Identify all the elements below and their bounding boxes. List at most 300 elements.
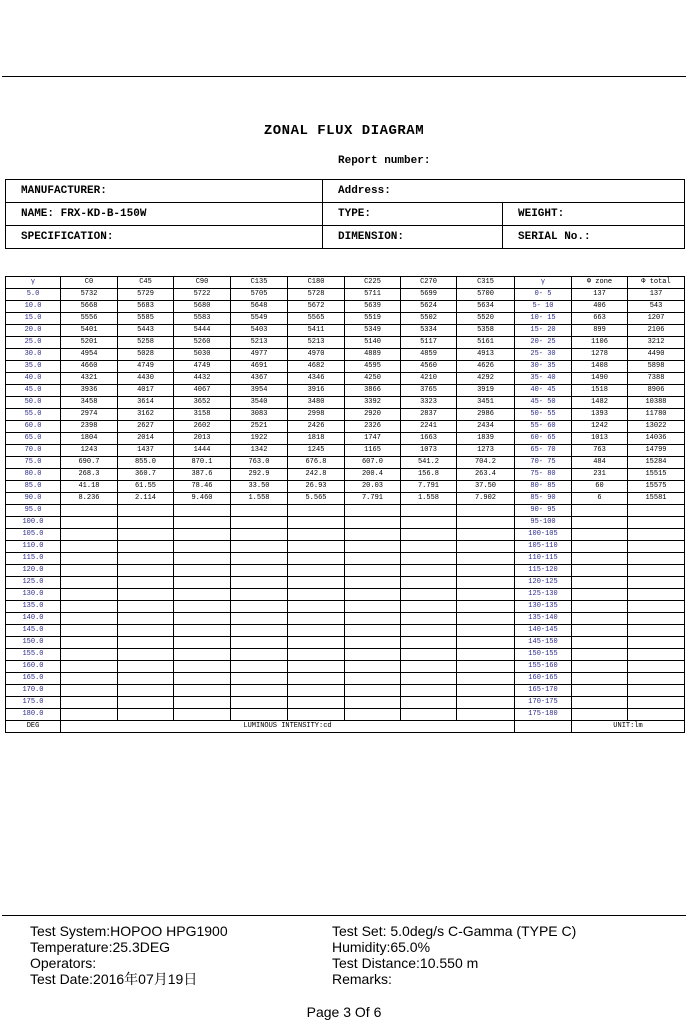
zone-flux: 1106 <box>572 337 628 349</box>
intensity-value: 5028 <box>118 349 174 361</box>
intensity-value: 7.902 <box>457 493 515 505</box>
gamma-angle: 70.0 <box>6 445 61 457</box>
test-set: Test Set: 5.0deg/s C-Gamma (TYPE C) <box>332 923 577 939</box>
intensity-value: 2.114 <box>118 493 174 505</box>
intensity-value: 2014 <box>118 433 174 445</box>
intensity-value: 5668 <box>61 301 118 313</box>
info-row <box>6 180 685 203</box>
c-plane-header: C270 <box>401 277 457 289</box>
intensity-value: 3936 <box>61 385 118 397</box>
zone-flux <box>572 697 628 709</box>
intensity-value: 870.1 <box>174 457 231 469</box>
range-unit-spacer <box>515 721 572 733</box>
intensity-value <box>61 673 118 685</box>
test-distance: Test Distance:10.550 m <box>332 955 479 971</box>
intensity-value <box>457 517 515 529</box>
intensity-value <box>61 565 118 577</box>
flux-unit: UNIT:lm <box>572 721 685 733</box>
intensity-value: 4367 <box>231 373 288 385</box>
zone-range: 120-125 <box>515 577 572 589</box>
intensity-value: 1663 <box>401 433 457 445</box>
total-flux <box>628 565 685 577</box>
zone-flux: 1482 <box>572 397 628 409</box>
zone-flux <box>572 565 628 577</box>
intensity-value <box>174 613 231 625</box>
table-row <box>6 565 685 577</box>
total-flux <box>628 505 685 517</box>
intensity-value: 5213 <box>231 337 288 349</box>
intensity-value: 61.55 <box>118 481 174 493</box>
zone-flux <box>572 589 628 601</box>
intensity-value <box>401 553 457 565</box>
gamma-angle: 90.0 <box>6 493 61 505</box>
table-row <box>6 421 685 433</box>
intensity-value: 5549 <box>231 313 288 325</box>
total-flux <box>628 685 685 697</box>
table-row <box>6 493 685 505</box>
intensity-value: 5502 <box>401 313 457 325</box>
intensity-value: 1.558 <box>401 493 457 505</box>
intensity-value: 387.6 <box>174 469 231 481</box>
total-flux <box>628 613 685 625</box>
table-row <box>6 625 685 637</box>
intensity-value: 5140 <box>345 337 401 349</box>
zone-range: 90- 95 <box>515 505 572 517</box>
intensity-value: 4691 <box>231 361 288 373</box>
zone-flux: 484 <box>572 457 628 469</box>
intensity-value: 1747 <box>345 433 401 445</box>
intensity-value <box>288 625 345 637</box>
intensity-value <box>345 601 401 613</box>
intensity-value <box>231 649 288 661</box>
intensity-value <box>457 553 515 565</box>
intensity-value: 41.18 <box>61 481 118 493</box>
c-plane-header: C0 <box>61 277 118 289</box>
intensity-value <box>174 553 231 565</box>
intensity-value <box>401 685 457 697</box>
intensity-value <box>118 541 174 553</box>
intensity-value <box>401 517 457 529</box>
zone-range: 115-120 <box>515 565 572 577</box>
gamma-angle: 115.0 <box>6 553 61 565</box>
zone-range: 45- 50 <box>515 397 572 409</box>
zone-range: 140-145 <box>515 625 572 637</box>
intensity-value: 4067 <box>174 385 231 397</box>
gamma-angle: 60.0 <box>6 421 61 433</box>
intensity-value: 3323 <box>401 397 457 409</box>
intensity-value <box>231 601 288 613</box>
zone-range: 15- 20 <box>515 325 572 337</box>
zone-flux: 763 <box>572 445 628 457</box>
intensity-value <box>118 565 174 577</box>
zone-flux <box>572 517 628 529</box>
gamma-angle: 100.0 <box>6 517 61 529</box>
table-row <box>6 313 685 325</box>
zone-flux: 60 <box>572 481 628 493</box>
intensity-value <box>401 541 457 553</box>
intensity-value: 4321 <box>61 373 118 385</box>
intensity-value: 5.565 <box>288 493 345 505</box>
intensity-value <box>401 709 457 721</box>
zone-range: 50- 55 <box>515 409 572 421</box>
zone-flux <box>572 685 628 697</box>
intensity-value <box>174 649 231 661</box>
intensity-value: 20.03 <box>345 481 401 493</box>
intensity-value: 5729 <box>118 289 174 301</box>
intensity-value <box>457 505 515 517</box>
intensity-value <box>345 589 401 601</box>
table-row <box>6 289 685 301</box>
intensity-value <box>61 517 118 529</box>
table-row <box>6 325 685 337</box>
gamma-angle: 165.0 <box>6 673 61 685</box>
table-row <box>6 361 685 373</box>
gamma-angle: 50.0 <box>6 397 61 409</box>
address-field: Address: <box>323 180 685 203</box>
test-date: Test Date:2016年07月19日 <box>30 971 198 987</box>
intensity-value: 1.558 <box>231 493 288 505</box>
total-flux-header: Φ total <box>628 277 685 289</box>
intensity-value <box>118 613 174 625</box>
gamma-angle: 110.0 <box>6 541 61 553</box>
intensity-value <box>288 505 345 517</box>
intensity-value: 3652 <box>174 397 231 409</box>
gamma-angle: 5.0 <box>6 289 61 301</box>
intensity-value: 4560 <box>401 361 457 373</box>
intensity-value: 5358 <box>457 325 515 337</box>
intensity-value <box>457 601 515 613</box>
intensity-value: 3866 <box>345 385 401 397</box>
zone-flux <box>572 577 628 589</box>
zone-flux: 6 <box>572 493 628 505</box>
intensity-value <box>401 505 457 517</box>
table-row <box>6 553 685 565</box>
gamma-angle: 25.0 <box>6 337 61 349</box>
zone-flux <box>572 541 628 553</box>
zone-flux <box>572 625 628 637</box>
table-row <box>6 433 685 445</box>
total-flux: 11780 <box>628 409 685 421</box>
table-row <box>6 685 685 697</box>
intensity-value: 78.46 <box>174 481 231 493</box>
intensity-value: 2602 <box>174 421 231 433</box>
intensity-value: 4749 <box>174 361 231 373</box>
intensity-value <box>118 577 174 589</box>
gamma-angle: 10.0 <box>6 301 61 313</box>
specification-field: SPECIFICATION: <box>6 226 323 249</box>
intensity-value: 3765 <box>401 385 457 397</box>
zone-flux: 1242 <box>572 421 628 433</box>
c-plane-header: C45 <box>118 277 174 289</box>
table-row <box>6 637 685 649</box>
zone-flux: 1490 <box>572 373 628 385</box>
intensity-value <box>345 505 401 517</box>
total-flux <box>628 553 685 565</box>
intensity-value <box>174 673 231 685</box>
table-row <box>6 397 685 409</box>
intensity-value: 3540 <box>231 397 288 409</box>
intensity-value: 5201 <box>61 337 118 349</box>
intensity-value: 1245 <box>288 445 345 457</box>
zone-range: 110-115 <box>515 553 572 565</box>
gamma-angle: 105.0 <box>6 529 61 541</box>
intensity-value <box>174 577 231 589</box>
intensity-value: 4292 <box>457 373 515 385</box>
intensity-value: 5443 <box>118 325 174 337</box>
intensity-value: 5411 <box>288 325 345 337</box>
intensity-value: 7.791 <box>401 481 457 493</box>
operators: Operators: <box>30 955 97 971</box>
intensity-value: 2241 <box>401 421 457 433</box>
intensity-value: 5624 <box>401 301 457 313</box>
intensity-value: 2013 <box>174 433 231 445</box>
intensity-value: 2326 <box>345 421 401 433</box>
intensity-unit: LUMINOUS INTENSITY:cd <box>61 721 515 733</box>
total-flux <box>628 625 685 637</box>
intensity-value <box>288 637 345 649</box>
intensity-value <box>288 589 345 601</box>
intensity-value: 5117 <box>401 337 457 349</box>
intensity-value: 9.460 <box>174 493 231 505</box>
intensity-value: 5030 <box>174 349 231 361</box>
intensity-value: 4250 <box>345 373 401 385</box>
gamma-header: γ <box>6 277 61 289</box>
intensity-value <box>231 709 288 721</box>
intensity-value: 5722 <box>174 289 231 301</box>
intensity-value: 676.8 <box>288 457 345 469</box>
zone-flux: 406 <box>572 301 628 313</box>
intensity-value <box>345 661 401 673</box>
table-row <box>6 373 685 385</box>
intensity-value: 2986 <box>457 409 515 421</box>
intensity-value <box>61 589 118 601</box>
humidity: Humidity:65.0% <box>332 939 431 955</box>
intensity-value <box>288 709 345 721</box>
intensity-value: 4660 <box>61 361 118 373</box>
page-number: Page 3 Of 6 <box>306 1004 382 1020</box>
intensity-value: 3916 <box>288 385 345 397</box>
intensity-value: 5672 <box>288 301 345 313</box>
intensity-value <box>61 541 118 553</box>
intensity-value: 5258 <box>118 337 174 349</box>
table-row <box>6 481 685 493</box>
table-row <box>6 409 685 421</box>
zone-range: 75- 80 <box>515 469 572 481</box>
table-row <box>6 541 685 553</box>
intensity-value <box>457 661 515 673</box>
intensity-value <box>61 625 118 637</box>
intensity-value <box>61 601 118 613</box>
intensity-value: 1273 <box>457 445 515 457</box>
intensity-value <box>401 589 457 601</box>
zone-range: 85- 90 <box>515 493 572 505</box>
total-flux <box>628 709 685 721</box>
intensity-value <box>118 697 174 709</box>
zone-range: 35- 40 <box>515 373 572 385</box>
table-row <box>6 589 685 601</box>
zone-range: 30- 35 <box>515 361 572 373</box>
intensity-value: 4432 <box>174 373 231 385</box>
intensity-value <box>174 661 231 673</box>
intensity-value <box>345 697 401 709</box>
table-row <box>6 505 685 517</box>
intensity-value <box>61 661 118 673</box>
test-system: Test System:HOPOO HPG1900 <box>30 923 228 939</box>
intensity-value <box>457 649 515 661</box>
gamma-angle: 125.0 <box>6 577 61 589</box>
intensity-value <box>288 541 345 553</box>
intensity-value <box>118 505 174 517</box>
zone-range: 105-110 <box>515 541 572 553</box>
intensity-value <box>288 601 345 613</box>
table-row <box>6 601 685 613</box>
intensity-value <box>61 613 118 625</box>
gamma-angle: 95.0 <box>6 505 61 517</box>
intensity-value <box>174 589 231 601</box>
total-flux <box>628 673 685 685</box>
gamma-angle: 130.0 <box>6 589 61 601</box>
zone-flux: 1393 <box>572 409 628 421</box>
header-row <box>6 277 685 289</box>
zone-flux <box>572 529 628 541</box>
zone-range: 170-175 <box>515 697 572 709</box>
intensity-value <box>118 673 174 685</box>
intensity-value: 3392 <box>345 397 401 409</box>
info-table <box>5 179 685 249</box>
intensity-value <box>345 685 401 697</box>
footer-right <box>332 923 576 987</box>
intensity-value <box>457 697 515 709</box>
zone-range: 60- 65 <box>515 433 572 445</box>
intensity-value: 3458 <box>61 397 118 409</box>
intensity-value <box>231 661 288 673</box>
table-row <box>6 673 685 685</box>
intensity-value <box>288 529 345 541</box>
intensity-value <box>231 517 288 529</box>
gamma-angle: 150.0 <box>6 637 61 649</box>
zone-flux: 137 <box>572 289 628 301</box>
intensity-value <box>345 553 401 565</box>
intensity-value <box>457 541 515 553</box>
intensity-value: 2426 <box>288 421 345 433</box>
intensity-value <box>401 601 457 613</box>
gamma-angle: 40.0 <box>6 373 61 385</box>
serial-field: SERIAL No.: <box>503 226 685 249</box>
intensity-value: 5260 <box>174 337 231 349</box>
intensity-value: 5648 <box>231 301 288 313</box>
intensity-value: 4970 <box>288 349 345 361</box>
intensity-value <box>174 529 231 541</box>
intensity-value <box>345 673 401 685</box>
intensity-value <box>457 625 515 637</box>
intensity-value: 156.8 <box>401 469 457 481</box>
total-flux <box>628 649 685 661</box>
zone-range: 55- 60 <box>515 421 572 433</box>
intensity-value <box>61 553 118 565</box>
zone-flux <box>572 505 628 517</box>
zone-flux <box>572 553 628 565</box>
footer-left <box>30 923 228 987</box>
intensity-value <box>118 553 174 565</box>
info-row <box>6 203 685 226</box>
intensity-value: 4977 <box>231 349 288 361</box>
intensity-value: 2998 <box>288 409 345 421</box>
intensity-value: 4859 <box>401 349 457 361</box>
intensity-value <box>401 673 457 685</box>
intensity-value: 2521 <box>231 421 288 433</box>
intensity-value: 5565 <box>288 313 345 325</box>
intensity-value <box>345 517 401 529</box>
intensity-value <box>174 709 231 721</box>
total-flux: 3212 <box>628 337 685 349</box>
zone-range: 150-155 <box>515 649 572 661</box>
intensity-value: 200.4 <box>345 469 401 481</box>
c-plane-header: C90 <box>174 277 231 289</box>
intensity-value <box>401 625 457 637</box>
intensity-value: 4682 <box>288 361 345 373</box>
total-flux: 7388 <box>628 373 685 385</box>
intensity-value: 33.50 <box>231 481 288 493</box>
intensity-value: 1243 <box>61 445 118 457</box>
intensity-value: 4430 <box>118 373 174 385</box>
intensity-value <box>401 661 457 673</box>
gamma-angle: 120.0 <box>6 565 61 577</box>
intensity-value <box>345 541 401 553</box>
total-flux: 14036 <box>628 433 685 445</box>
intensity-value <box>61 649 118 661</box>
table-footer-row <box>6 721 685 733</box>
gamma-angle: 135.0 <box>6 601 61 613</box>
gamma-angle: 45.0 <box>6 385 61 397</box>
intensity-value <box>457 637 515 649</box>
total-flux <box>628 541 685 553</box>
intensity-value: 5699 <box>401 289 457 301</box>
zone-range: 80- 85 <box>515 481 572 493</box>
intensity-value: 541.2 <box>401 457 457 469</box>
intensity-value: 855.0 <box>118 457 174 469</box>
gamma-angle: 145.0 <box>6 625 61 637</box>
intensity-value: 3480 <box>288 397 345 409</box>
zone-range: 95-100 <box>515 517 572 529</box>
intensity-value <box>118 601 174 613</box>
intensity-value: 4595 <box>345 361 401 373</box>
intensity-value <box>231 625 288 637</box>
intensity-value: 3083 <box>231 409 288 421</box>
intensity-value: 1073 <box>401 445 457 457</box>
table-row <box>6 613 685 625</box>
intensity-value <box>231 529 288 541</box>
intensity-value <box>61 577 118 589</box>
zone-flux: 899 <box>572 325 628 337</box>
intensity-value: 292.9 <box>231 469 288 481</box>
intensity-value <box>457 673 515 685</box>
intensity-value: 3954 <box>231 385 288 397</box>
intensity-value: 5520 <box>457 313 515 325</box>
intensity-value <box>174 625 231 637</box>
temperature: Temperature:25.3DEG <box>30 939 171 955</box>
page-title: ZONAL FLUX DIAGRAM <box>263 123 425 139</box>
intensity-value: 763.0 <box>231 457 288 469</box>
intensity-value <box>457 685 515 697</box>
gamma-angle: 160.0 <box>6 661 61 673</box>
gamma-angle: 35.0 <box>6 361 61 373</box>
intensity-value <box>231 541 288 553</box>
table-row <box>6 661 685 673</box>
intensity-value: 37.50 <box>457 481 515 493</box>
intensity-value: 3614 <box>118 397 174 409</box>
intensity-value: 1818 <box>288 433 345 445</box>
intensity-value <box>174 685 231 697</box>
